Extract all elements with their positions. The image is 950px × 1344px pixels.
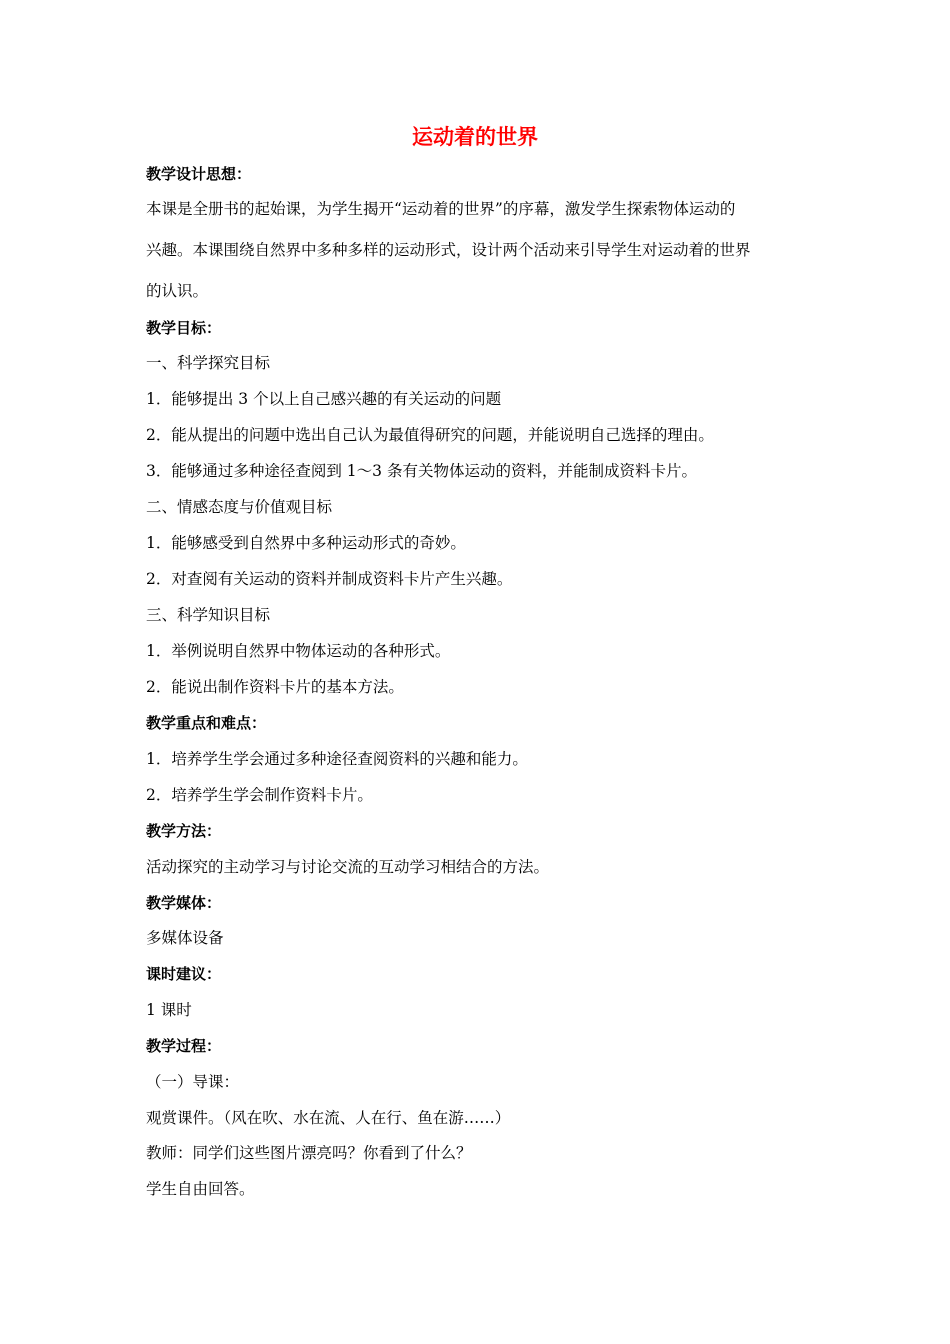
key-heading: 教学重点和难点：	[146, 714, 267, 732]
process-heading: 教学过程：	[146, 1037, 222, 1055]
document-title: 运动着的世界	[412, 125, 538, 149]
process-line-2: 观赏课件。（风在吹、水在流、人在行、鱼在游……）	[146, 1109, 511, 1127]
time-text: 1 课时	[146, 1001, 192, 1019]
design-paragraph-line-3: 的认识。	[146, 282, 209, 300]
goals-heading: 教学目标：	[146, 319, 222, 337]
goal3-item-1: 1．举例说明自然界中物体运动的各种形式。	[146, 642, 451, 660]
goal1-heading: 一、科学探究目标	[146, 354, 271, 372]
goal1-item-2: 2．能从提出的问题中选出自己认为最值得研究的问题，并能说明自己选择的理由。	[146, 426, 714, 444]
design-paragraph-line-1: 本课是全册书的起始课，为学生揭开“运动着的世界”的序幕，激发学生探索物体运动的	[146, 200, 736, 218]
time-heading: 课时建议：	[146, 965, 222, 983]
key-item-1: 1．培养学生学会通过多种途径查阅资料的兴趣和能力。	[146, 750, 528, 768]
goal2-item-2: 2．对查阅有关运动的资料并制成资料卡片产生兴趣。	[146, 570, 513, 588]
process-line-1: （一）导课：	[146, 1073, 240, 1091]
goal2-heading: 二、情感态度与价值观目标	[146, 498, 333, 516]
design-heading: 教学设计思想：	[146, 165, 252, 183]
goal1-item-3: 3．能够通过多种途径查阅到 1～3 条有关物体运动的资料，并能制成资料卡片。	[146, 462, 697, 480]
process-line-3: 教师：同学们这些图片漂亮吗？你看到了什么？	[146, 1144, 472, 1162]
process-line-4: 学生自由回答。	[146, 1180, 255, 1198]
method-heading: 教学方法：	[146, 822, 222, 840]
design-paragraph-line-2: 兴趣。本课围绕自然界中多种多样的运动形式，设计两个活动来引导学生对运动着的世界	[146, 241, 751, 259]
goal1-item-1: 1．能够提出 3 个以上自己感兴趣的有关运动的问题	[146, 390, 502, 408]
method-text: 活动探究的主动学习与讨论交流的互动学习相结合的方法。	[146, 858, 550, 876]
media-text: 多媒体设备	[146, 929, 224, 947]
media-heading: 教学媒体：	[146, 894, 222, 912]
goal3-item-2: 2．能说出制作资料卡片的基本方法。	[146, 678, 404, 696]
key-item-2: 2．培养学生学会制作资料卡片。	[146, 786, 373, 804]
goal3-heading: 三、科学知识目标	[146, 606, 271, 624]
goal2-item-1: 1．能够感受到自然界中多种运动形式的奇妙。	[146, 534, 466, 552]
